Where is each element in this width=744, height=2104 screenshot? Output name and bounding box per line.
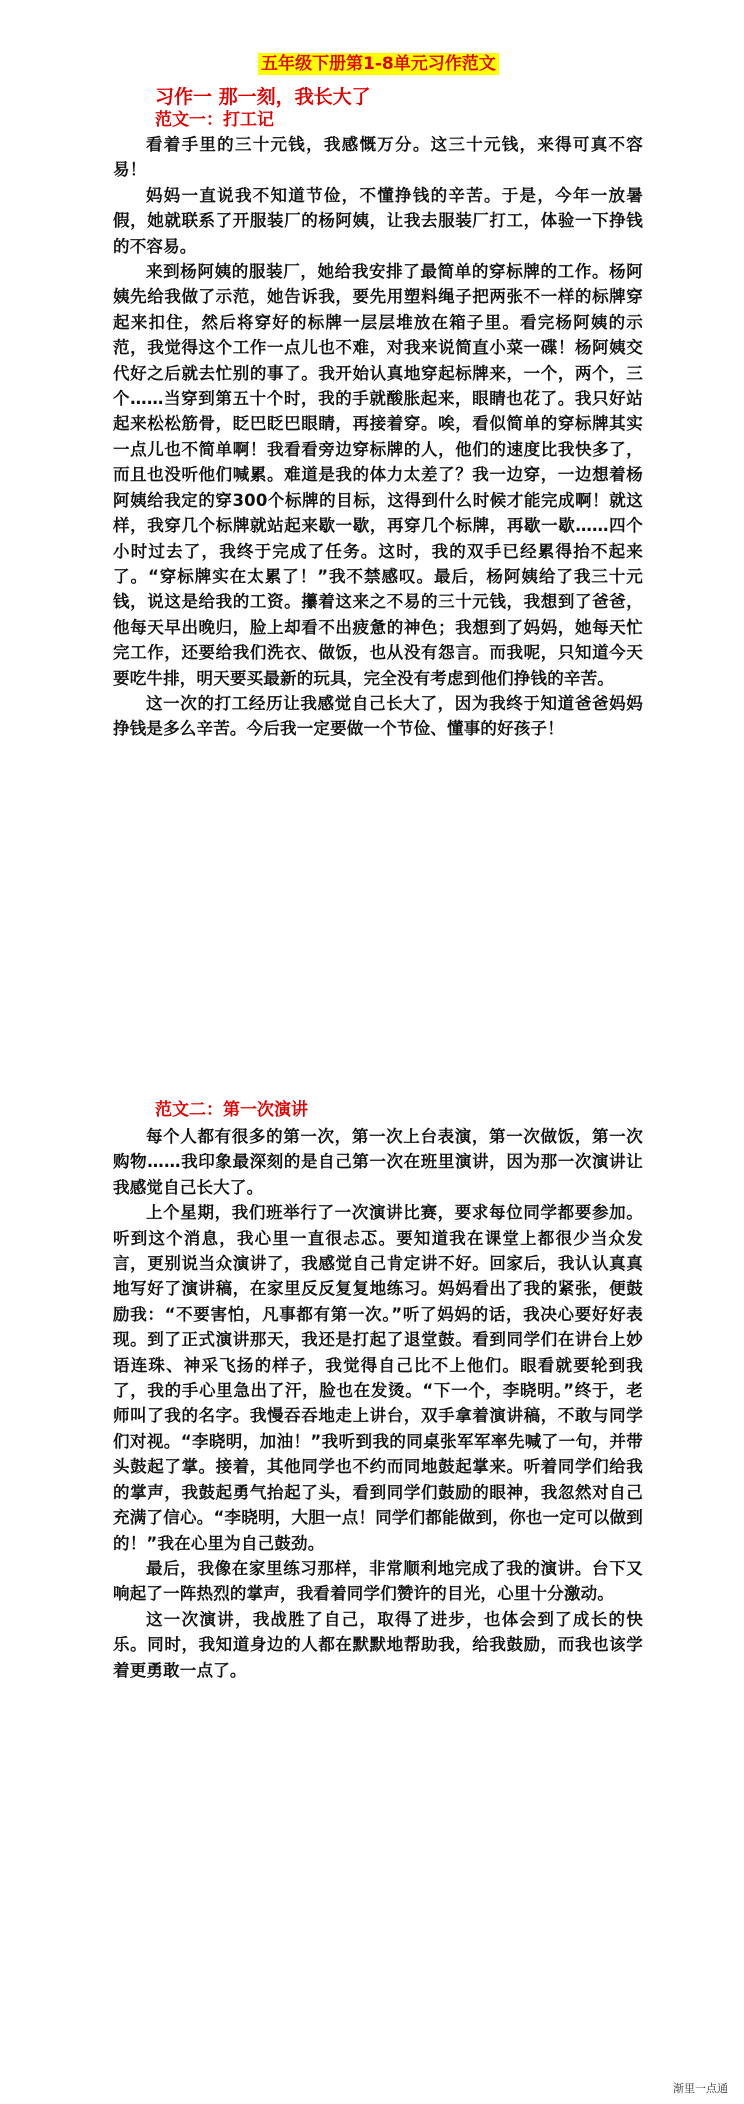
essay-2-paragraph: 这一次演讲，我战胜了自己，取得了进步，也体会到了成长的快乐。同时，我知道身边的人都在默默地帮助我，给我鼓励，而我也该学着更勇敢一点了。: [113, 1609, 643, 1680]
essay-1-title: 范文一：打工记: [155, 110, 274, 130]
essay-1-body: [113, 132, 643, 742]
essay-1-paragraph: 看着手里的三十元钱，我感慨万分。这三十元钱，来得可真不容易！: [113, 135, 643, 180]
document-title: 五年级下册第1-8单元习作范文: [258, 53, 499, 75]
essay-1-paragraph: 来到杨阿姨的服装厂，她给我安排了最简单的穿标牌的工作。杨阿姨先给我做了示范，她告诉我，要先用塑料绳子把两张不一样的标牌穿起来扣住，然后将穿好的标牌一层层堆放在箱子里。看完杨阿姨的示范，我觉得这个工作一点儿也不难，对我来说简直小菜一碟！杨阿姨交代好之后就去忙别的事了。我开始认真地穿起标牌来，一个，两个，三个……当穿到第五十个时，我的手就酸胀起来，眼睛也花了。我只好站起来松松筋骨，眨巴眨巴眼睛，再接着穿。唉，看似简单的穿标牌其实一点儿也不简单啊！我看看旁边穿标牌的人，他们的速度比我快多了，而且也没听他们喊累。难道是我的体力太差了？我一边穿，一边想着杨阿姨给我定的穿300个标牌的目标，这得到什么时候才能完成啊！就这样，我穿几个标牌就站起来歇一歇，再穿几个标牌，再歇一歇……四个小时过去了，我终于完成了任务。这时，我的双手已经累得抬不起来了。“穿标牌实在太累了！”我不禁感叹。最后，杨阿姨给了我三十元钱，说这是给我的工资。攥着这来之不易的三十元钱，我想到了爸爸，他每天早出晚归，脸上却看不出疲惫的神色；我想到了妈妈，她每天忙完工作，还要给我们洗衣、做饭，也从没有怨言。而我呢，只知道今天要吃牛排，明天要买最新的玩具，完全没有考虑到他们挣钱的辛苦。: [113, 262, 643, 688]
essay-2-paragraph: 上个星期，我们班举行了一次演讲比赛，要求每位同学都要参加。听到这个消息，我心里一直很忐忑。要知道我在课堂上都很少当众发言，更别说当众演讲了，我感觉自己肯定讲不好。回家后，我认认真真地写好了演讲稿，在家里反反复复地练习。妈妈看出了我的紧张，便鼓励我：“不要害怕，凡事都有第一次。”听了妈妈的话，我决心要好好表现。到了正式演讲那天，我还是打起了退堂鼓。看到同学们在讲台上妙语连珠、神采飞扬的样子，我觉得自己比不上他们。眼看就要轮到我了，我的手心里急出了汗，脸也在发烫。“下一个，李晓明。”终于，老师叫了我的名字。我慢吞吞地走上讲台，双手拿着演讲稿，不敢与同学们对视。“李晓明，加油！”我听到我的同桌张军军率先喊了一句，并带头鼓起了掌。接着，其他同学也不约而同地鼓起掌来。听着同学们给我的掌声，我鼓起勇气抬起了头，看到同学们鼓励的眼神，我忽然对自己充满了信心。“李晓明，大胆一点！同学们都能做到，你也一定可以做到的！”我在心里为自己鼓劲。: [113, 1203, 643, 1553]
essay-2-paragraph: 最后，我像在家里练习那样，非常顺利地完成了我的演讲。台下又响起了一阵热烈的掌声，我看着同学们赞许的目光，心里十分激动。: [113, 1558, 643, 1604]
essay-1-paragraph: 妈妈一直说我不知道节俭，不懂挣钱的辛苦。于是，今年一放暑假，她就联系了开服装厂的杨阿姨，让我去服装厂打工，体验一下挣钱的不容易。: [113, 185, 643, 256]
essay-2-title: 范文二：第一次演讲: [155, 1100, 308, 1120]
essay-2-body: [113, 1124, 643, 1683]
essay-1-paragraph: 这一次的打工经历让我感觉自己长大了，因为我终于知道爸爸妈妈挣钱是多么辛苦。今后我一定要做一个节俭、懂事的好孩子！: [113, 693, 643, 739]
section-title: 习作一 那一刻，我长大了: [155, 86, 371, 108]
footer-watermark: 渐里一点通: [673, 2082, 728, 2095]
essay-2-paragraph: 每个人都有很多的第一次，第一次上台表演，第一次做饭，第一次购物……我印象最深刻的是自己第一次在班里演讲，因为那一次演讲让我感觉自己长大了。: [113, 1127, 643, 1197]
